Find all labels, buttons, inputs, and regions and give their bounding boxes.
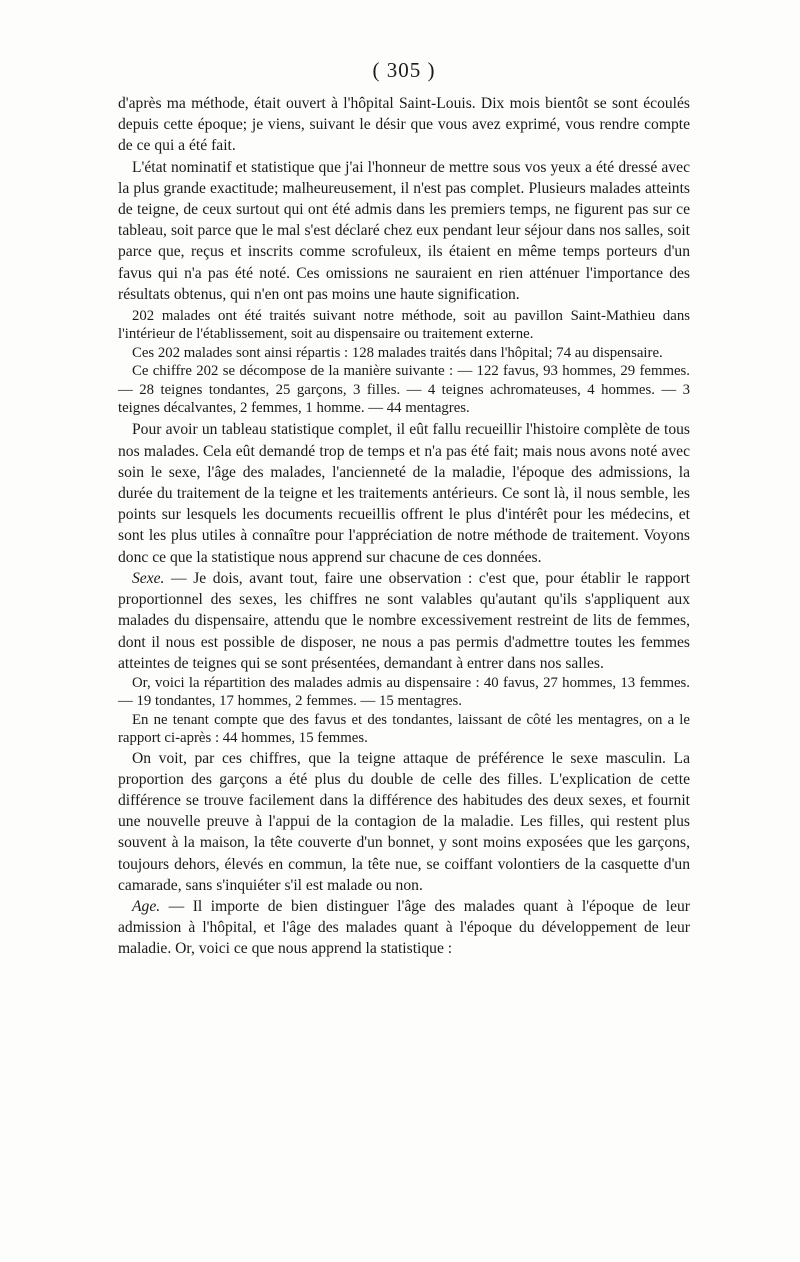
paragraph-sexe-masculin: On voit, par ces chiffres, que la teigne attaque de préférence le sexe masculin. La proportion des garçons a été plus du double de celle des filles. L'explication de cette différence se trouve facilement dans la différence des habitudes des deux sexes, et fournit une nouvelle preuve à l'appui de la contagion de la maladie. Les filles, qui restent plus souvent à la maison, la tête couverte d'un bonnet, y sont moins exposées que les garçons, toujours dehors, élevés en commun, la tête nue, se coiffant volontiers de la casquette d'un camarade, sans s'inquiéter s'il est malade ou non. — [118, 749, 690, 894]
paragraph-rapport: En ne tenant compte que des favus et des tondantes, laissant de côté les mentagres, on a le rapport ci-après : 44 hommes, 15 femmes. — [118, 711, 690, 747]
paragraph-etat-nominatif: L'état nominatif et statistique que j'ai l'honneur de mettre sous vos yeux a été dressé avec la plus grande exactitude; malheureusement, il n'est pas complet. Plusieurs malades atteints de teigne, de ceux surtout qui ont été admis dans les premiers temps, ne figurent pas sur ce tableau, soit parce que le mal s'est déclaré chez eux pendant leur séjour dans nos salles, soit parce que, reçus et inscrits comme scrofuleux, ils étaient en même temps porteurs d'un favus qui n'a pas été noté. Ces omissions ne sauraient en rien atténuer l'importance des résultats obtenus, qui n'en ont pas moins une haute signification. — [118, 158, 690, 303]
paragraph-malades-traites: 202 malades ont été traités suivant notre méthode, soit au pavillon Saint-Mathieu dans l'intérieur de l'établissement, soit au dispensaire ou traitement externe. — [118, 308, 690, 343]
paragraph-continuation: d'après ma méthode, était ouvert à l'hôpital Saint-Louis. Dix mois bientôt se sont écoulés depuis cette époque; je viens, suivant le désir que vous avez exprimé, vous rendre compte de ce qui a été fait. — [118, 95, 690, 155]
page-number: ( 305 ) — [372, 58, 436, 82]
paragraph-age — [118, 896, 690, 960]
section-lead-sexe: Sexe. — [132, 569, 165, 587]
paragraph-repartition: Ces 202 malades sont ainsi répartis : 128 malades traités dans l'hôpital; 74 au dispensaire. — [132, 344, 663, 361]
paragraph-dispensaire: Or, voici la répartition des malades admis au dispensaire : 40 favus, 27 hommes, 13 femmes. — 19 tondantes, 17 hommes, 2 femmes. — 15 mentagres. — [118, 674, 690, 710]
paragraph-sexe — [118, 568, 690, 674]
paragraph-age-text: — Il importe de bien distinguer l'âge des malades quant à l'époque de leur admission à l'hôpital, et l'âge des malades quant à l'époque du développement de leur maladie. Or, voici ce que nous apprend la statistique : — [118, 897, 690, 958]
paragraph-decomposition: Ce chiffre 202 se décompose de la manière suivante : — 122 favus, 93 hommes, 29 femmes. — 28 teignes tondantes, 25 garçons, 3 filles. — 4 teignes achromateuses, 4 hommes. — 3 teignes décalvantes, 2 femmes, 1 homme. — 44 mentagres. — [118, 363, 690, 417]
paragraph-sexe-text: — Je dois, avant tout, faire une observation : c'est que, pour établir le rapport proportionnel des sexes, les chiffres ne sont valables qu'autant qu'ils s'appliquent aux malades du dispensaire, attendu que le nombre excessivement restreint de lits de femmes, dont il nous est possible de disposer, ne nous a pas permis d'admettre toutes les femmes atteintes de teignes qui se sont présentées, demandant à entrer dans nos salles. — [118, 569, 690, 672]
section-lead-age: Age. — [132, 897, 161, 915]
paragraph-tableau-statistique: Pour avoir un tableau statistique complet, il eût fallu recueillir l'histoire complète de tous nos malades. Cela eût demandé trop de temps et n'a pas été fait; mais nous avons noté avec soin le sexe, l'âge des malades, l'ancienneté de la maladie, l'époque des admissions, la durée du traitement de la teigne et les traitements antérieurs. Ce sont là, il nous semble, les points sur lesquels les documents recueillis offrent le plus d'intérêt pour les médecins, et sont les plus utiles à connaître pour l'appréciation de notre méthode de traitement. Voyons donc ce que la statistique nous apprend sur chacune de ces données. — [118, 421, 690, 566]
